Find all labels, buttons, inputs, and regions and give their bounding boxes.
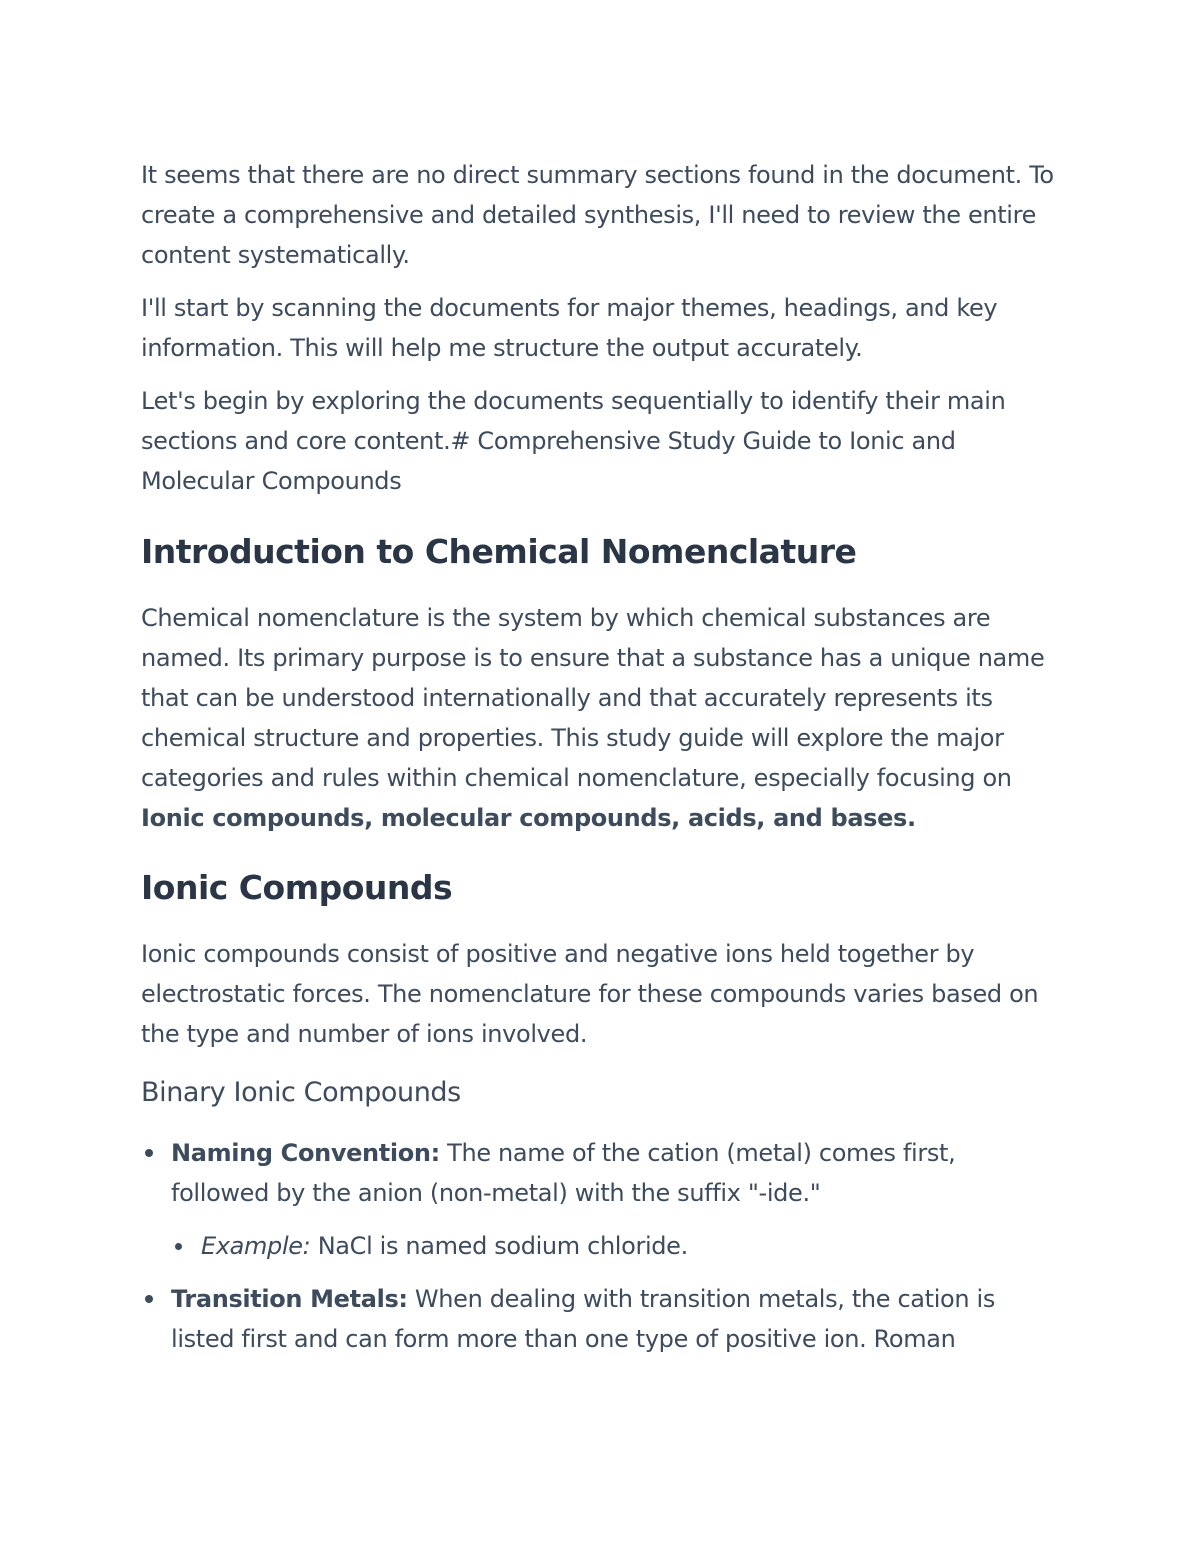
text-example: NaCl is named sodium chloride. [310,1232,688,1260]
term-transition-metals: Transition Metals: [171,1285,408,1313]
term-example: Example: [201,1232,311,1260]
nomenclature-paragraph [141,598,1056,838]
text-transition-metals: When dealing with transition metals, the cation is listed first and can form more than one type of positive ion. Roman [171,1285,995,1353]
list-item-naming-convention [141,1133,1056,1266]
document-page [141,155,1056,1359]
nomenclature-bold-topics: Ionic compounds, molecular compounds, acids, and bases. [141,804,916,832]
nomenclature-text: Chemical nomenclature is the system by which chemical substances are named. Its primary purpose is to ensure that a substance has a unique name that can be understood internationally and that accurately represents its chemical structure and properties. This study guide will explore the major categories and rules within chemical nomenclature, especially focusing on [141,604,1045,792]
intro-paragraph-3: Let's begin by exploring the documents sequentially to identify their main sections and core content.# Comprehensive Study Guide to Ionic and Molecular Compounds [141,387,1006,495]
subheading-binary-ionic: Binary Ionic Compounds [141,1077,461,1108]
intro-paragraph-2: I'll start by scanning the documents for major themes, headings, and key information. This will help me structure the output accurately. [141,294,998,362]
section-heading-nomenclature: Introduction to Chemical Nomenclature [141,532,857,571]
section-heading-ionic-compounds: Ionic Compounds [141,868,453,907]
list-item-transition-metals [141,1279,1056,1359]
term-naming-convention: Naming Convention: [171,1139,440,1167]
list-item-example [171,1226,1056,1266]
intro-paragraph-1: It seems that there are no direct summary sections found in the document. To create a comprehensive and detailed synthesis, I'll need to review the entire content systematically. [141,161,1054,269]
naming-convention-sublist [171,1226,1056,1266]
binary-ionic-list [141,1133,1056,1359]
text-naming-convention: The name of the cation (metal) comes first, followed by the anion (non-metal) with the suffix "-ide." [171,1139,956,1207]
ionic-compounds-paragraph: Ionic compounds consist of positive and negative ions held together by electrostatic forces. The nomenclature for these compounds varies based on the type and number of ions involved. [141,940,1039,1048]
